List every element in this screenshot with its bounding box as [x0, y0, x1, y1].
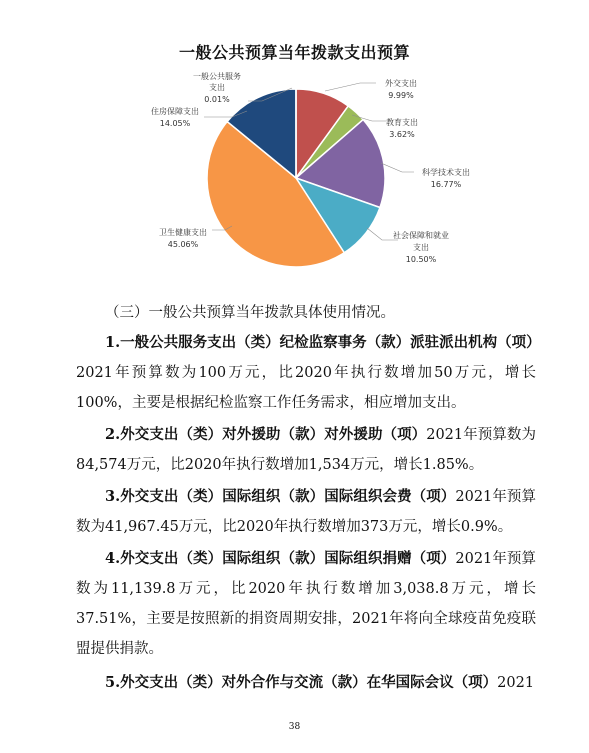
- item-2: [76, 420, 536, 480]
- label-housing-name: 住房保障支出: [151, 107, 199, 116]
- label-health-name: 卫生健康支出: [159, 228, 207, 237]
- item-1-body: 2021年预算数为100万元，比2020年执行数增加50万元，增长100%，主要是根据纪检监察工作任务需求，相应增加支出。: [76, 365, 536, 411]
- label-health-pct: 45.06%: [167, 240, 199, 249]
- item-4-body: 2021年预算数为11,139.8万元，比2020年执行数增加3,038.8万元，增长37.51%，主要是按照新的捐资周期安排，2021年将向全球疫苗免疫联盟提供捐款。: [76, 551, 536, 657]
- page-number: 38: [288, 722, 301, 732]
- item-3-head: 3.外交支出（类）国际组织（款）国际组织会费（项）: [105, 488, 456, 505]
- chart-title: 一般公共预算当年拨款支出预算: [178, 43, 410, 62]
- item-4-head: 4.外交支出（类）国际组织（款）国际组织捐赠（项）: [105, 550, 456, 567]
- pie-chart: [0, 60, 589, 300]
- label-foreign-pct: 9.99%: [388, 91, 414, 100]
- leader-sci: [381, 163, 414, 172]
- label-general-name-2: 支出: [209, 83, 225, 92]
- item-2-body: 2021年预算数为84,574万元，比2020年执行数增加1,534万元，增长1.85%。: [76, 427, 536, 473]
- item-3: [76, 482, 536, 542]
- label-sci-pct: 16.77%: [430, 180, 462, 189]
- label-edu-pct: 3.62%: [389, 130, 415, 139]
- item-2-head: 2.外交支出（类）对外援助（款）对外援助（项）: [105, 426, 427, 443]
- label-social-name: 社会保障和就业: [393, 231, 449, 240]
- item-3-body: 2021年预算数为41,967.45万元，比2020年执行数增加373万元，增长0.9%。: [76, 489, 536, 535]
- item-5-body: 2021: [497, 675, 535, 691]
- label-edu-name: 教育支出: [386, 118, 418, 127]
- label-sci-name: 科学技术支出: [422, 168, 470, 177]
- label-social-pct: 10.50%: [405, 255, 437, 264]
- item-5-head: 5.外交支出（类）对外合作与交流（款）在华国际会议（项）: [105, 674, 498, 691]
- section-heading: （三）一般公共预算当年拨款具体使用情况。: [105, 305, 395, 321]
- leader-foreign: [325, 83, 376, 91]
- label-general-pct: 0.01%: [204, 95, 230, 104]
- item-5: [76, 668, 536, 698]
- label-general-name: 一般公共服务: [193, 72, 241, 81]
- label-foreign-name: 外交支出: [385, 79, 417, 88]
- item-1-head: 1.一般公共服务支出（类）纪检监察事务（款）派驻派出机构（项）: [105, 334, 541, 351]
- item-4: [76, 544, 536, 664]
- label-housing-pct: 14.05%: [159, 119, 191, 128]
- item-1: [76, 328, 541, 418]
- label-social-name-2: 支出: [413, 243, 429, 252]
- section-heading-block: [76, 298, 536, 328]
